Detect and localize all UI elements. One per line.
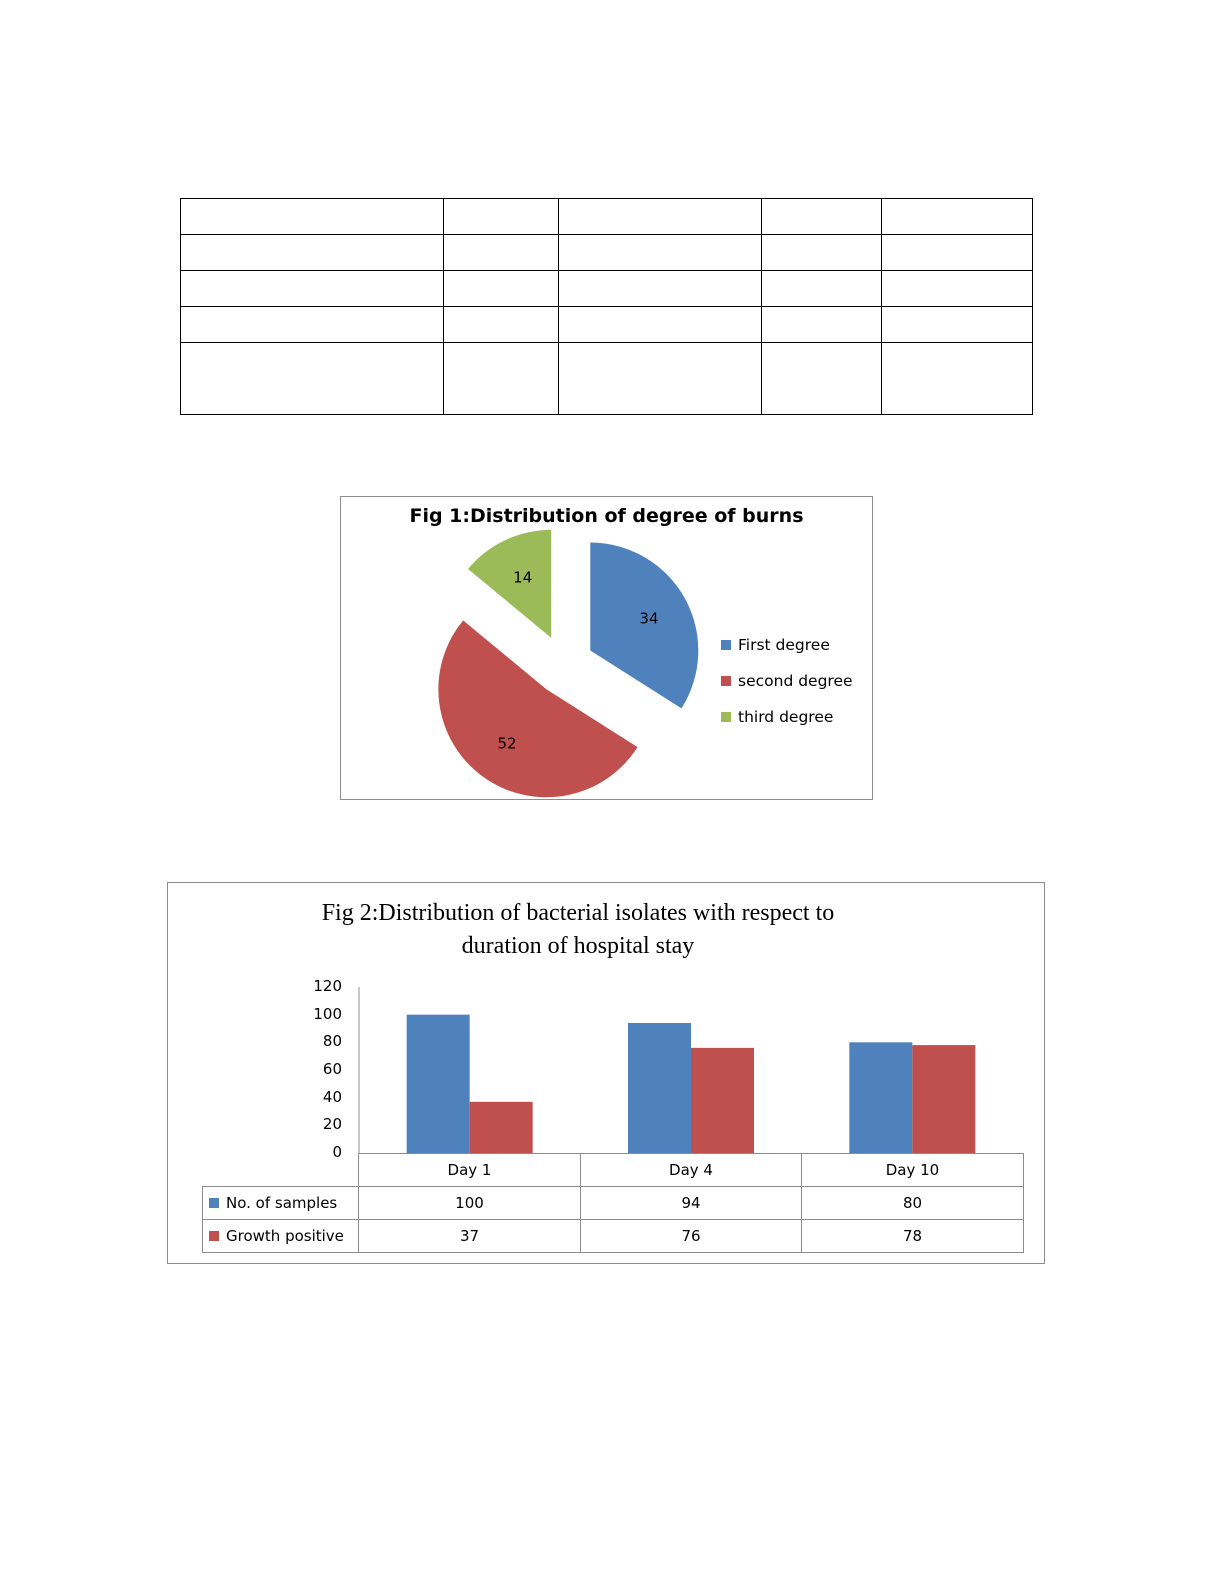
series-label	[203, 1220, 359, 1253]
y-tick-label: 80	[322, 1032, 342, 1051]
data-cell: 80	[802, 1187, 1024, 1220]
series-label	[203, 1187, 359, 1220]
y-tick-label: 20	[322, 1115, 342, 1134]
legend-item-third-degree	[721, 699, 853, 735]
data-cell: 78	[802, 1220, 1024, 1253]
series-name: Growth positive	[226, 1227, 344, 1245]
pie-data-label: 52	[497, 734, 517, 753]
fig1-pie-chart	[340, 496, 873, 800]
bar-growth-positive-day-4	[691, 1048, 754, 1153]
category-label: Day 1	[359, 1154, 581, 1187]
bar-growth-positive-day-1	[470, 1102, 533, 1153]
data-cell: 76	[581, 1220, 802, 1253]
legend-swatch	[209, 1231, 219, 1241]
y-tick-label: 0	[332, 1143, 342, 1161]
chart-data-table	[202, 1153, 1024, 1253]
series-row-samples	[203, 1187, 1024, 1220]
y-tick-label: 100	[313, 1004, 342, 1023]
legend-swatch	[721, 676, 731, 686]
series-row-growth	[203, 1220, 1024, 1253]
fig2-title-line-1: Fig 2:Distribution of bacterial isolates with respect to	[321, 900, 835, 926]
category-label: Day 4	[581, 1154, 802, 1187]
legend-label: second degree	[738, 672, 853, 690]
legend-item-first-degree	[721, 627, 853, 663]
empty-data-table	[180, 198, 1033, 415]
pie-data-label: 34	[639, 609, 659, 628]
legend-swatch	[721, 712, 731, 722]
data-cell: 94	[581, 1187, 802, 1220]
series-name: No. of samples	[226, 1194, 338, 1212]
data-cell: 100	[359, 1187, 581, 1220]
category-label: Day 10	[802, 1154, 1024, 1187]
y-tick-label: 60	[322, 1060, 342, 1078]
y-tick-label: 120	[313, 977, 342, 995]
bar-no-of-samples-day-4	[628, 1023, 691, 1153]
fig2-bar-chart	[167, 882, 1045, 1264]
legend-label: third degree	[738, 708, 834, 726]
legend-item-second-degree	[721, 663, 853, 699]
fig2-title-line-2: duration of hospital stay	[461, 933, 695, 959]
fig1-title: Fig 1:Distribution of degree of burns	[409, 505, 804, 527]
bar-growth-positive-day-10	[912, 1045, 975, 1153]
y-tick-label: 40	[322, 1087, 342, 1106]
legend-swatch	[721, 640, 731, 650]
pie-data-label: 14	[513, 568, 533, 587]
category-row	[203, 1154, 1024, 1187]
data-cell: 37	[359, 1220, 581, 1253]
bar-no-of-samples-day-10	[849, 1042, 912, 1153]
fig1-legend	[721, 627, 853, 735]
legend-swatch	[209, 1198, 219, 1208]
bar-no-of-samples-day-1	[407, 1015, 470, 1153]
legend-label: First degree	[738, 636, 830, 654]
pie-slice-third-degree	[468, 530, 551, 638]
